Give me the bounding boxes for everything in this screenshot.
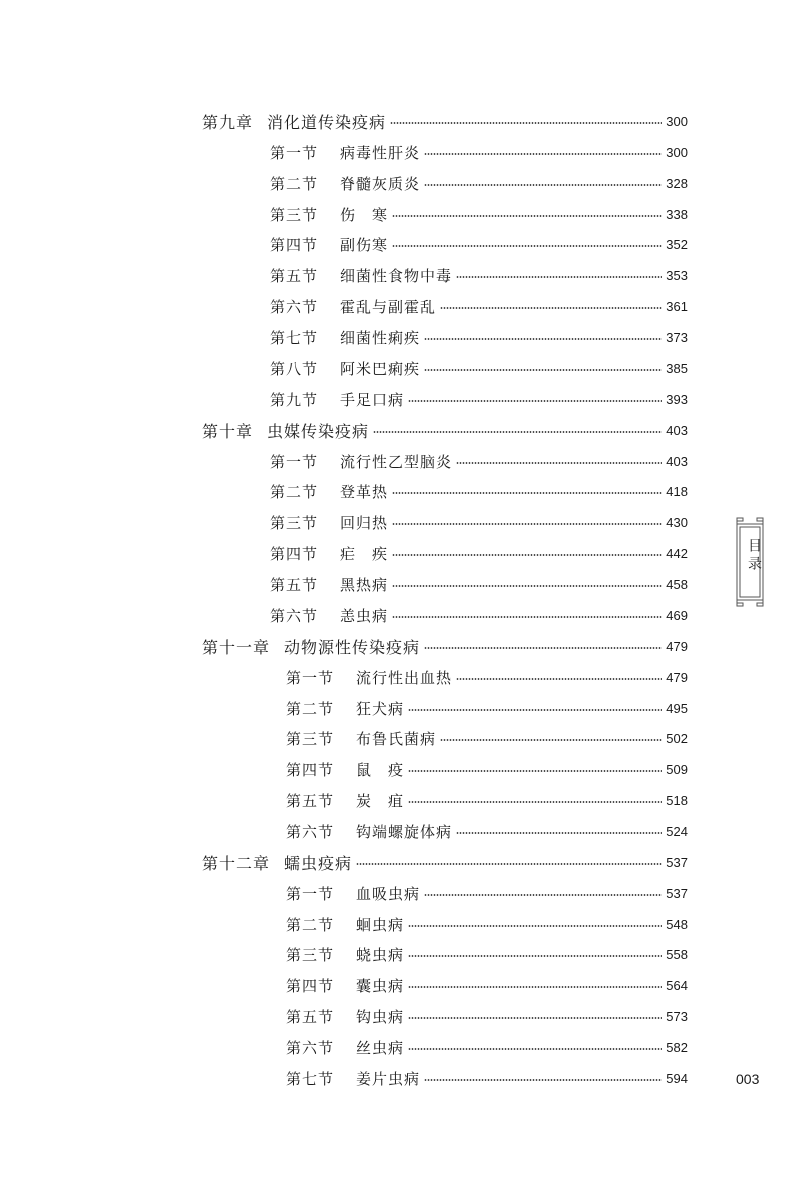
toc-leader-dots <box>440 307 662 309</box>
toc-chapter-row <box>202 634 688 658</box>
toc-entry-page: 582 <box>666 1039 688 1055</box>
toc-leader-dots <box>408 801 662 803</box>
toc-entry-label: 第四节 <box>270 235 319 254</box>
toc-entry-title: 恙虫病 <box>340 606 389 625</box>
toc-leader-dots <box>392 492 662 494</box>
toc-entry-page: 564 <box>666 977 688 993</box>
toc-entry-title: 蠕虫疫病 <box>284 853 353 873</box>
toc-leader-dots <box>440 739 662 741</box>
toc-entry-page: 524 <box>666 823 688 839</box>
toc-entry-page: 479 <box>666 669 688 685</box>
toc-leader-dots <box>408 770 662 772</box>
toc-section-row <box>286 726 688 750</box>
toc-entry-title: 蛲虫病 <box>356 945 405 964</box>
toc-entry-label: 第七节 <box>286 1069 335 1088</box>
toc-entry-label: 第五节 <box>270 266 319 285</box>
toc-section-row <box>286 788 688 812</box>
toc-leader-dots <box>424 184 662 186</box>
toc-section-row <box>286 1066 688 1090</box>
toc-section-row <box>286 973 688 997</box>
toc-entry-page: 385 <box>666 360 688 376</box>
toc-entry-label: 第五节 <box>286 791 335 810</box>
toc-entry-label: 第三节 <box>270 205 319 224</box>
toc-leader-dots <box>456 276 662 278</box>
toc-section-row <box>270 603 688 627</box>
toc-entry-page: 495 <box>666 700 688 716</box>
toc-entry-page: 509 <box>666 761 688 777</box>
toc-entry-label: 第一节 <box>270 143 319 162</box>
toc-entry-label: 第五节 <box>270 575 319 594</box>
toc-entry-label: 第三节 <box>270 513 319 532</box>
toc-entry-page: 373 <box>666 329 688 345</box>
toc-entry-label: 第三节 <box>286 729 335 748</box>
toc-entry-label: 第八节 <box>270 359 319 378</box>
toc-entry-page: 594 <box>666 1070 688 1086</box>
toc-entry-label: 第十章 <box>202 421 254 441</box>
toc-section-row <box>270 479 688 503</box>
toc-section-row <box>270 356 688 380</box>
toc-entry-label: 第一节 <box>270 452 319 471</box>
toc-section-row <box>286 1035 688 1059</box>
toc-leader-dots <box>408 709 662 711</box>
toc-leader-dots <box>424 1079 662 1081</box>
toc-entry-page: 469 <box>666 607 688 623</box>
toc-section-row <box>286 942 688 966</box>
toc-entry-title: 鼠 疫 <box>356 760 405 779</box>
toc-section-row <box>270 387 688 411</box>
toc-leader-dots <box>392 554 662 556</box>
toc-entry-title: 蛔虫病 <box>356 915 405 934</box>
toc-section-row <box>270 325 688 349</box>
toc-section-row <box>286 757 688 781</box>
toc-section-row <box>270 232 688 256</box>
toc-section-row <box>270 202 688 226</box>
toc-entry-label: 第七节 <box>270 328 319 347</box>
toc-entry-title: 病毒性肝炎 <box>340 143 421 162</box>
toc-entry-page: 361 <box>666 298 688 314</box>
toc-leader-dots <box>373 431 662 433</box>
toc-entry-page: 548 <box>666 916 688 932</box>
toc-entry-label: 第二节 <box>270 482 319 501</box>
toc-entry-title: 钩端螺旋体病 <box>356 822 453 841</box>
toc-leader-dots <box>408 1048 662 1050</box>
toc-leader-dots <box>392 215 662 217</box>
toc-entry-title: 阿米巴痢疾 <box>340 359 421 378</box>
toc-entry-page: 558 <box>666 946 688 962</box>
toc-entry-title: 消化道传染疫病 <box>267 112 387 132</box>
toc-leader-dots <box>356 863 662 865</box>
toc-entry-label: 第五节 <box>286 1007 335 1026</box>
toc-entry-title: 布鲁氏菌病 <box>356 729 437 748</box>
toc-entry-page: 479 <box>666 638 688 654</box>
toc-entry-label: 第二节 <box>270 174 319 193</box>
toc-entry-title: 流行性出血热 <box>356 668 453 687</box>
toc-entry-title: 钩虫病 <box>356 1007 405 1026</box>
toc-section-row <box>286 819 688 843</box>
toc-entry-label: 第六节 <box>270 297 319 316</box>
toc-entry-page: 403 <box>666 453 688 469</box>
toc-leader-dots <box>392 585 662 587</box>
toc-leader-dots <box>390 122 662 124</box>
toc-leader-dots <box>408 986 662 988</box>
toc-section-row <box>270 263 688 287</box>
toc-entry-page: 442 <box>666 545 688 561</box>
toc-entry-page: 430 <box>666 514 688 530</box>
toc-entry-page: 300 <box>666 113 688 129</box>
toc-entry-title: 虫媒传染疫病 <box>267 421 370 441</box>
toc-entry-title: 细菌性痢疾 <box>340 328 421 347</box>
toc-section-row <box>270 572 688 596</box>
toc-section-row <box>286 665 688 689</box>
toc-entry-page: 352 <box>666 236 688 252</box>
toc-entry-title: 炭 疽 <box>356 791 405 810</box>
toc-entry-title: 丝虫病 <box>356 1038 405 1057</box>
toc-section-row <box>270 171 688 195</box>
toc-entry-label: 第二节 <box>286 699 335 718</box>
toc-entry-title: 回归热 <box>340 513 389 532</box>
toc-leader-dots <box>392 616 662 618</box>
toc-entry-title: 副伤寒 <box>340 235 389 254</box>
toc-section-row <box>270 294 688 318</box>
toc-entry-title: 登革热 <box>340 482 389 501</box>
toc-entry-label: 第六节 <box>286 822 335 841</box>
toc-entry-label: 第一节 <box>286 884 335 903</box>
toc-leader-dots <box>456 832 662 834</box>
toc-entry-title: 黑热病 <box>340 575 389 594</box>
toc-chapter-row <box>202 418 688 442</box>
toc-leader-dots <box>424 894 662 896</box>
toc-entry-title: 伤 寒 <box>340 205 389 224</box>
toc-leader-dots <box>456 678 662 680</box>
toc-entry-label: 第九节 <box>270 390 319 409</box>
toc-entry-label: 第六节 <box>270 606 319 625</box>
toc-leader-dots <box>408 1017 662 1019</box>
toc-entry-label: 第四节 <box>270 544 319 563</box>
toc-section-row <box>286 912 688 936</box>
toc-entry-page: 537 <box>666 854 688 870</box>
toc-entry-title: 细菌性食物中毒 <box>340 266 453 285</box>
toc-entry-title: 流行性乙型脑炎 <box>340 452 453 471</box>
toc-section-row <box>286 696 688 720</box>
toc-entry-title: 血吸虫病 <box>356 884 421 903</box>
toc-entry-page: 353 <box>666 267 688 283</box>
toc-leader-dots <box>408 400 662 402</box>
toc-leader-dots <box>408 955 662 957</box>
side-tab-label: 目录 <box>746 538 762 574</box>
toc-leader-dots <box>424 369 662 371</box>
toc-chapter-row <box>202 850 688 874</box>
toc-entry-label: 第六节 <box>286 1038 335 1057</box>
toc-leader-dots <box>408 925 662 927</box>
page-number: 003 <box>736 1071 760 1087</box>
toc-entry-label: 第九章 <box>202 112 254 132</box>
toc-entry-title: 狂犬病 <box>356 699 405 718</box>
toc-section-row <box>270 541 688 565</box>
toc-entry-label: 第二节 <box>286 915 335 934</box>
toc-entry-label: 第十一章 <box>202 637 271 657</box>
toc-entry-page: 418 <box>666 483 688 499</box>
toc-entry-page: 573 <box>666 1008 688 1024</box>
toc-leader-dots <box>392 523 662 525</box>
toc-entry-title: 霍乱与副霍乱 <box>340 297 437 316</box>
toc-entry-label: 第四节 <box>286 760 335 779</box>
toc-leader-dots <box>424 153 662 155</box>
toc-entry-title: 疟 疾 <box>340 544 389 563</box>
toc-entry-label: 第三节 <box>286 945 335 964</box>
toc-section-row <box>270 140 688 164</box>
toc-section-row <box>270 449 688 473</box>
toc-entry-page: 518 <box>666 792 688 808</box>
toc-leader-dots <box>456 462 662 464</box>
toc-entry-page: 300 <box>666 144 688 160</box>
toc-entry-page: 502 <box>666 730 688 746</box>
toc-leader-dots <box>424 338 662 340</box>
toc-entry-title: 姜片虫病 <box>356 1069 421 1088</box>
toc-entry-title: 囊虫病 <box>356 976 405 995</box>
toc-leader-dots <box>392 245 662 247</box>
toc-section-row <box>286 1004 688 1028</box>
toc-entry-page: 537 <box>666 885 688 901</box>
toc-section-row <box>270 510 688 534</box>
toc-entry-page: 338 <box>666 206 688 222</box>
toc-entry-title: 脊髓灰质炎 <box>340 174 421 193</box>
toc-entry-label: 第四节 <box>286 976 335 995</box>
toc-leader-dots <box>424 647 662 649</box>
toc-entry-page: 458 <box>666 576 688 592</box>
toc-chapter-row <box>202 109 688 133</box>
toc-entry-title: 动物源性传染疫病 <box>284 637 421 657</box>
toc-entry-label: 第十二章 <box>202 853 271 873</box>
toc-entry-page: 393 <box>666 391 688 407</box>
toc-entry-title: 手足口病 <box>340 390 405 409</box>
toc-entry-label: 第一节 <box>286 668 335 687</box>
toc-entry-page: 403 <box>666 422 688 438</box>
side-tab <box>733 514 767 610</box>
toc-entry-page: 328 <box>666 175 688 191</box>
toc-section-row <box>286 881 688 905</box>
